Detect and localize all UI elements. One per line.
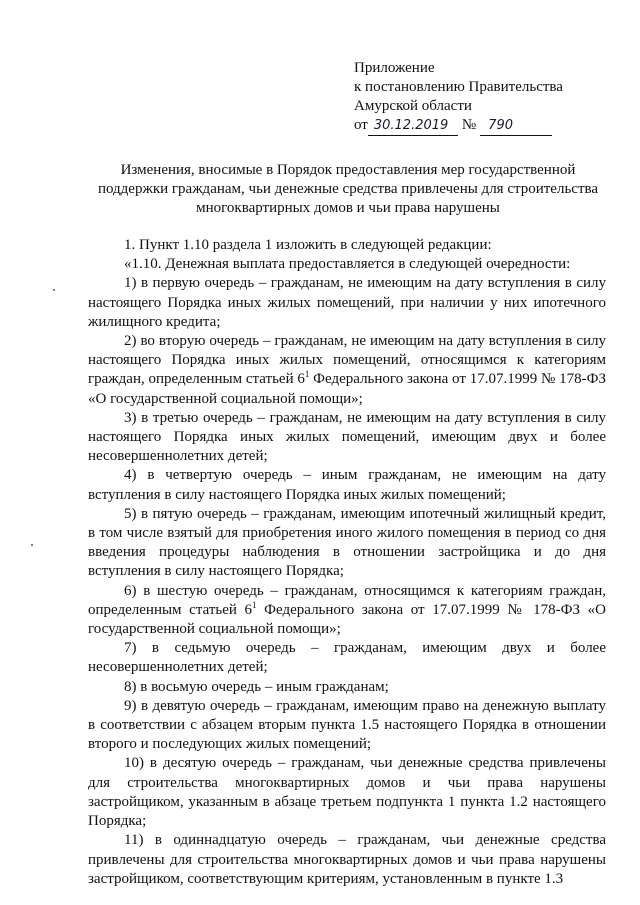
- paragraph-4: [88, 332, 606, 409]
- number-prefix: №: [461, 117, 477, 133]
- paragraph-1: 1. Пункт 1.10 раздела 1 изложить в следующей редакции:: [124, 237, 492, 253]
- paragraph-12: 10) в десятую очередь – гражданам, чьи денежные средства привлечены для строительства многоквартирных домов и чьи права нарушены застройщиком, указанным в абзаце третьем подпункта 1 пункта 1.2 настоящего Порядка;: [88, 755, 606, 830]
- paragraph-7: 5) в пятую очередь – гражданам, имеющим ипотечный жилищный кредит, в том числе взятый для приобретения иного жилого помещения в период со дня введения процедуры наблюдения в отношении застройщика и до дня вступления в силу настоящего Порядка;: [88, 505, 606, 580]
- paragraph-4-text-b: Федерального закона от 17.07.1999 № 178-ФЗ «О государственной социальной помощи»;: [88, 371, 606, 407]
- document-body: [88, 236, 606, 889]
- paragraph-9: 7) в седьмую очередь – гражданам, имеющим двух и более несовершеннолетних детей;: [88, 640, 606, 676]
- paragraph-13: 11) в одиннадцатую очередь – гражданам, чьи денежные средства привлечены для строительства многоквартирных домов и чьи права нарушены застройщиком, соответствующим критериям, установленным в пункте 1.3: [88, 832, 606, 887]
- header-line-2: к постановлению Правительства: [354, 79, 563, 95]
- scan-speck: [53, 289, 55, 291]
- paragraph-5: 3) в третью очередь – гражданам, не имеющим на дату вступления в силу настоящего Порядка иных жилых помещений, имеющим двух и более несовершеннолетних детей;: [88, 409, 606, 465]
- superscript: 1: [252, 599, 257, 610]
- paragraph-2: «1.10. Денежная выплата предоставляется в следующей очередности:: [124, 256, 571, 273]
- title-line-1: Изменения, вносимые в Порядок предоставления мер государственной: [120, 162, 576, 178]
- superscript: 1: [304, 369, 310, 380]
- paragraph-4-text-a: 2) во вторую очередь – гражданам, не имеющим на дату вступления в силу настоящего Порядка иных жилых помещений, относящимся к категориям граждан, определенным статьей 6: [88, 333, 606, 388]
- paragraph-8: [88, 582, 606, 640]
- paragraph-8-text-b: Федерального закона от 17.07.1999 № 178-ФЗ «О государственной социальной помощи»;: [88, 601, 606, 638]
- handwritten-date: 30.12.2019: [368, 116, 458, 136]
- paragraph-8-text-a: 6) в шестую очередь – гражданам, относящимся к категориям граждан, определенным статьей 6: [88, 582, 606, 618]
- paragraph-10: 8) в восьмую очередь – иным гражданам;: [124, 678, 389, 695]
- document-title: [80, 161, 616, 218]
- header-line-3: Амурской области: [354, 98, 472, 114]
- date-number-line: [354, 116, 563, 136]
- paragraph-6: 4) в четвертую очередь – иным гражданам, не имеющим на дату вступления в силу настоящего Порядка иных жилых помещений;: [88, 467, 606, 503]
- paragraph-11: 9) в девятую очередь – гражданам, имеющим право на денежную выплату в соответствии с абзацем вторым пункта 1.5 настоящего Порядка в отношении второго и последующих жилых помещений;: [88, 697, 606, 753]
- title-line-2: поддержки гражданам, чьи денежные средства привлечены для строительства: [97, 181, 599, 197]
- date-prefix: от: [354, 117, 368, 133]
- scan-speck: [31, 544, 33, 546]
- appendix-header: [354, 59, 563, 136]
- handwritten-number: 790: [480, 116, 552, 136]
- title-line-3: многоквартирных домов и чьи права нарушены: [196, 200, 500, 216]
- header-line-1: Приложение: [354, 60, 435, 76]
- paragraph-3: 1) в первую очередь – гражданам, не имеющим на дату вступления в силу настоящего Порядка иных жилых помещений, при наличии у них ипотечного жилищного кредита;: [88, 275, 606, 330]
